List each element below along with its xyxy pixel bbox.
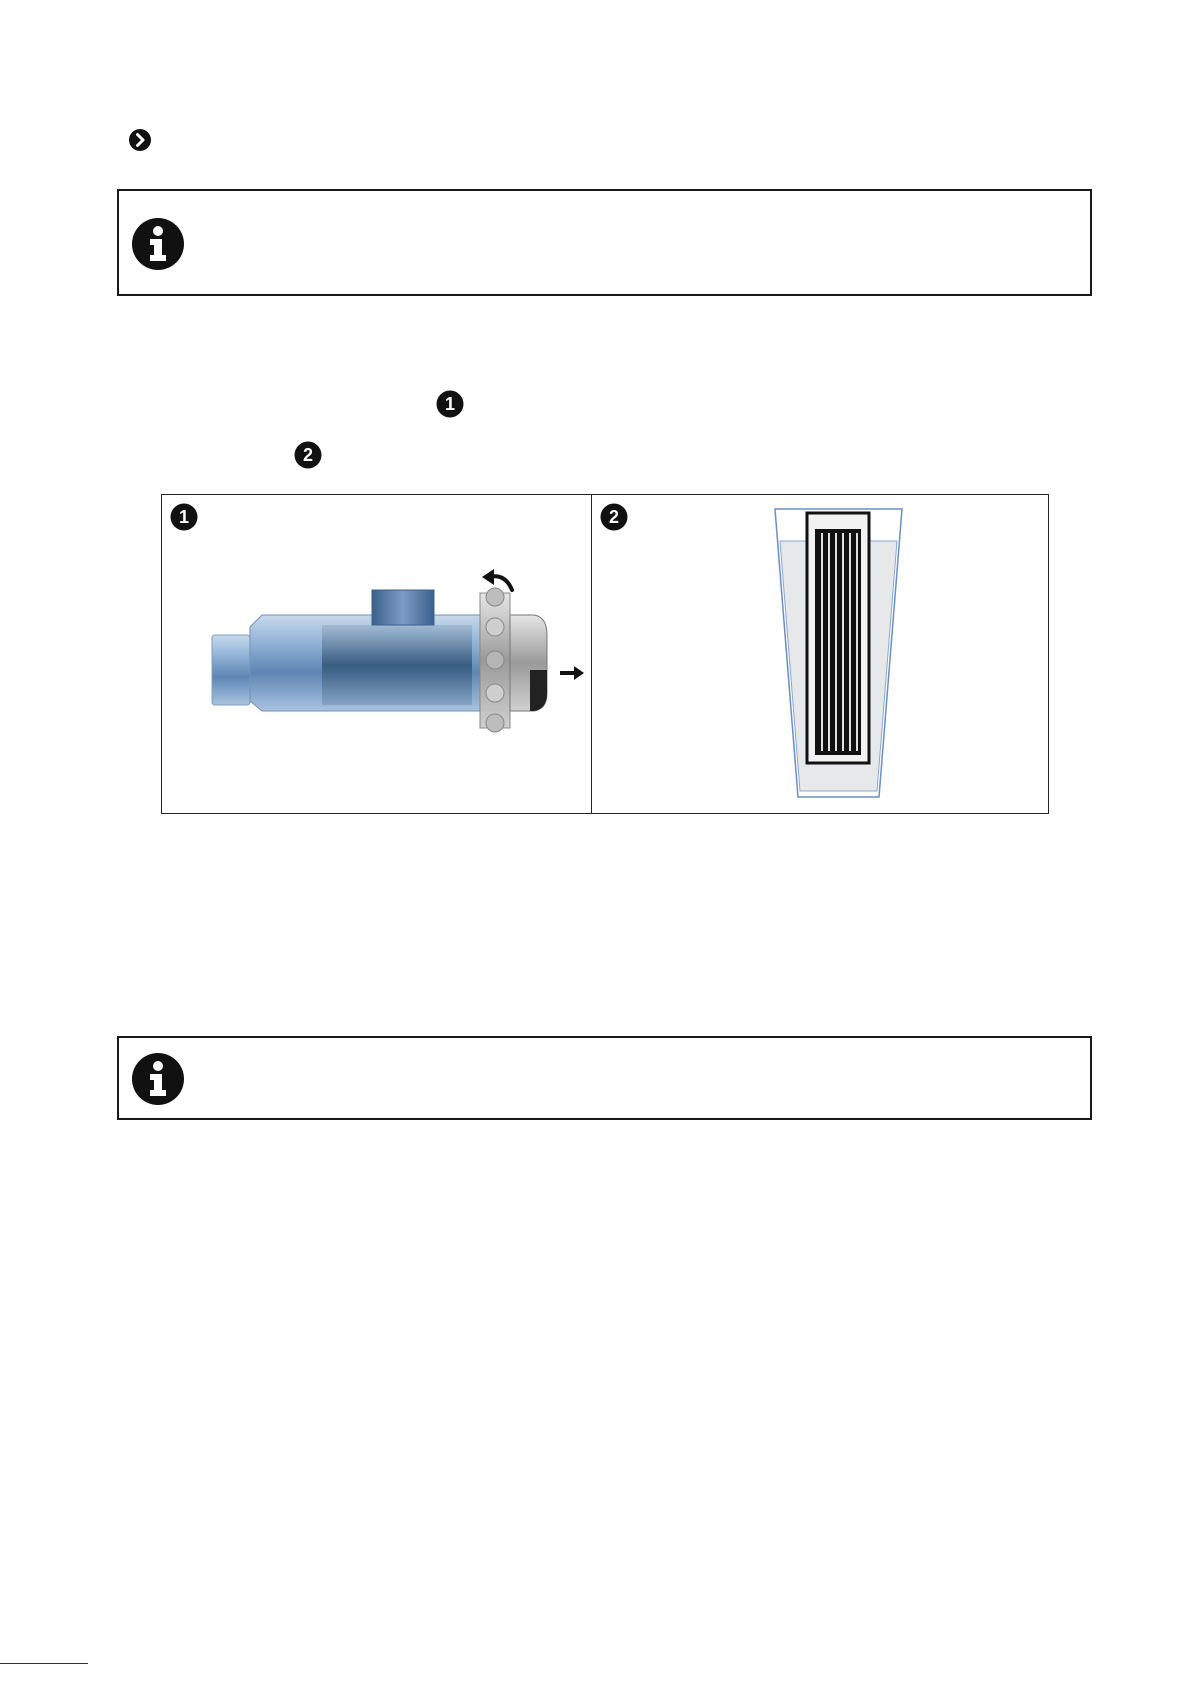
info-icon [131, 1052, 185, 1106]
info-note [117, 1036, 1092, 1120]
cell-housing-unscrew-illustration [162, 495, 592, 813]
svg-text:2: 2 [608, 507, 620, 527]
figure-panel-1 [162, 495, 592, 813]
electrode-in-container-illustration [592, 495, 1048, 813]
step-number-1 [436, 390, 464, 418]
info-note [117, 189, 1092, 296]
svg-text:1: 1 [444, 394, 456, 414]
info-icon [131, 217, 185, 271]
svg-text:1: 1 [178, 507, 190, 527]
footer-rule [0, 1663, 88, 1664]
chevron-right-circle-icon [128, 128, 152, 152]
figure [161, 494, 1049, 814]
figure-panel-2 [592, 495, 1048, 813]
step-number-2 [294, 441, 322, 469]
svg-text:2: 2 [302, 445, 314, 465]
